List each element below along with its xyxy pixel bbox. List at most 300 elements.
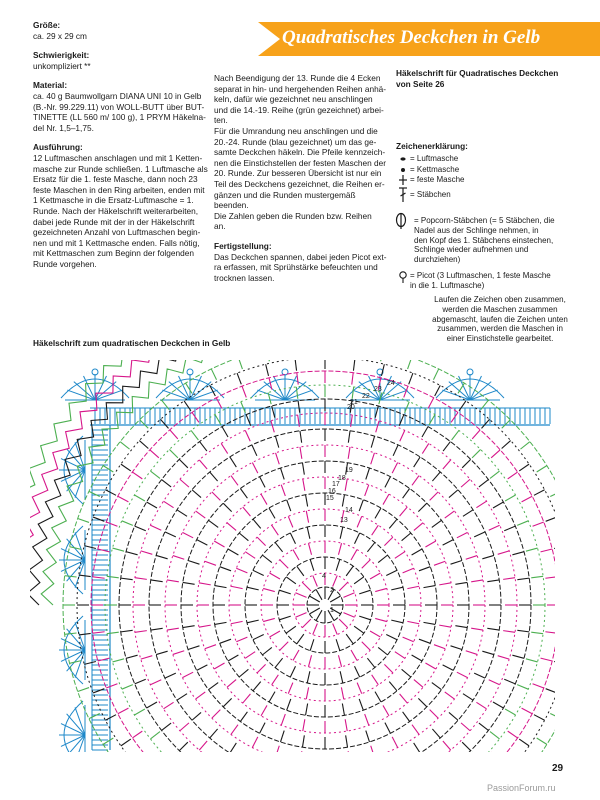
stitch-mark: [296, 345, 297, 357]
stitch-mark: [177, 510, 187, 516]
stitch-mark: [221, 756, 227, 766]
stitch-mark: [170, 771, 178, 780]
stitch-mark: [151, 580, 163, 582]
stitch-mark: [222, 427, 228, 437]
stitch-mark: [472, 430, 480, 439]
stitch-mark: [541, 549, 553, 552]
round-label: 24: [387, 380, 395, 387]
execution-line: Ersatz für die 1. feste Masche, dann noch 23: [33, 174, 198, 185]
stitch-mark: [554, 546, 566, 549]
popcorn-line: Schlinge wieder aufnehmen und: [414, 245, 529, 255]
stitch-mark: [517, 578, 529, 580]
body-line: Nach Beendigung der 13. Runde die 4 Ecken: [214, 73, 381, 83]
stitch-mark: [275, 542, 282, 551]
stitch-mark: [210, 472, 218, 481]
execution-line: gezeichneten Anzahl von Luftmaschen begin-: [33, 227, 201, 238]
stitch-mark: [135, 631, 147, 633]
stitch-mark: [236, 568, 247, 573]
stitch-mark: [430, 492, 438, 500]
stitch-mark: [309, 608, 319, 614]
stitch-mark: [287, 699, 291, 710]
stitch-mark: [297, 373, 298, 385]
execution-line: 12 Luftmaschen anschlagen und mit 1 Ketten-: [33, 152, 203, 163]
body-line: separat in hin- und hergehenden Reihen anhä-: [214, 83, 387, 94]
stitch-mark: [395, 652, 405, 659]
stitch-mark: [384, 664, 392, 672]
stitch-mark: [134, 495, 144, 501]
stitch-mark: [366, 731, 370, 742]
stitch-mark: [533, 522, 544, 526]
stitch-mark: [339, 582, 347, 590]
stitch-mark: [78, 518, 89, 522]
material-heading: Material:: [33, 80, 68, 91]
stitch-mark: [253, 682, 261, 691]
stitch-mark: [300, 751, 302, 763]
stitch-mark: [429, 785, 435, 795]
stitch-mark: [351, 550, 357, 560]
watermark: PassionForum.ru: [487, 783, 556, 793]
stitch-mark: [449, 490, 458, 498]
stitch-mark: [340, 671, 343, 683]
stitch-mark: [561, 688, 572, 692]
stitch-mark: [526, 659, 538, 662]
stitch-mark: [243, 694, 251, 703]
stitch-mark: [375, 588, 387, 591]
execution-line: Runde vorgehen.: [33, 258, 97, 269]
stitch-mark: [455, 582, 467, 584]
stitch-mark: [306, 511, 308, 523]
stitch-mark: [463, 510, 473, 516]
execution-line: masche zur Runde schließen. 1 Luftmasche als: [33, 163, 208, 174]
execution-line: 1 Kettmasche in die Ersatz-Luftmasche = 1.: [33, 195, 194, 206]
stitch-mark: [339, 619, 347, 627]
stitch-mark: [279, 590, 290, 594]
stitch-mark: [375, 792, 378, 800]
stitch-mark: [197, 540, 208, 545]
stitch-mark: [466, 651, 477, 655]
stitch-mark: [366, 468, 370, 479]
stitch-mark: [180, 723, 189, 731]
stitch-mark: [403, 568, 414, 573]
stitch-mark: [407, 621, 419, 623]
stitch-mark: [227, 523, 236, 531]
stitch-mark: [105, 490, 116, 496]
stitch-mark: [139, 441, 148, 449]
execution-line: dabei jede Runde mit der in der Häkelschrift: [33, 216, 195, 227]
stitch-mark: [385, 477, 390, 488]
stitch-mark: [302, 463, 304, 475]
stitch-mark: [140, 782, 148, 790]
picot-line: in die 1. Luftmasche): [410, 280, 485, 290]
stitch-mark: [351, 783, 353, 795]
stitch-mark: [569, 547, 581, 550]
stitch-mark: [261, 494, 267, 504]
stitch-mark: [295, 593, 306, 598]
round-label: 15: [326, 495, 334, 502]
legend-slip: = Kettmasche: [410, 165, 460, 174]
stitch-mark: [245, 769, 250, 780]
stitch-mark: [399, 784, 404, 795]
stitch-mark: [167, 628, 179, 630]
stitch-mark: [422, 427, 428, 437]
stitch-mark: [135, 679, 146, 684]
stitch-mark: [505, 709, 515, 715]
reference-line: Häkelschrift für Quadratisches Deckchen: [396, 68, 559, 78]
stitch-mark: [257, 664, 265, 672]
stitch-mark: [439, 625, 451, 627]
stitch-mark: [126, 552, 138, 555]
stitch-mark: [300, 767, 302, 779]
stitch-mark: [150, 450, 159, 458]
stitch-mark: [161, 782, 169, 791]
stitch-mark: [200, 759, 207, 769]
stitch-mark: [375, 692, 381, 702]
stitch-mark: [105, 715, 116, 721]
stitch-mark: [122, 521, 133, 526]
stitch-mark: [253, 635, 264, 640]
stitch-mark: [472, 771, 480, 780]
stitch-mark: [395, 552, 405, 559]
page-title: Quadratisches Deckchen in Gelb: [282, 27, 541, 48]
stitch-mark: [519, 464, 529, 471]
stitch-mark: [461, 479, 470, 487]
stitch-mark: [365, 485, 369, 496]
stitch-mark: [419, 567, 430, 571]
stitch-mark: [253, 519, 261, 528]
stitch-mark: [479, 480, 489, 487]
stitch-mark: [434, 561, 445, 565]
stitch-mark: [517, 521, 528, 526]
stitch-mark: [295, 359, 296, 371]
stitch-mark: [236, 637, 247, 642]
picot-line: = Picot (3 Luftmaschen, 1 feste Masche: [410, 271, 551, 280]
round-label: 21: [350, 399, 358, 406]
stitch-mark: [522, 708, 533, 714]
stitch-mark: [150, 471, 160, 478]
stitch-mark: [371, 746, 375, 757]
stitch-mark: [573, 576, 585, 577]
stitch-mark: [316, 589, 322, 599]
stitch-mark: [362, 560, 370, 568]
stitch-mark: [403, 637, 414, 642]
stitch-mark: [561, 518, 572, 522]
stitch-mark: [215, 622, 227, 624]
stitch-mark: [425, 541, 435, 547]
execution-line: nen und mit 1 Kettmasche enden. Falls nötig,: [33, 237, 200, 248]
stitch-mark: [199, 741, 207, 750]
stitch-mark: [333, 623, 338, 634]
stitch-mark: [354, 577, 364, 584]
stitch-mark: [359, 699, 363, 710]
stitch-mark: [489, 525, 500, 530]
stitch-mark: [365, 714, 369, 725]
stitch-mark: [451, 788, 458, 798]
stitch-mark: [376, 421, 379, 433]
stitch-mark: [182, 672, 193, 677]
note-line: Laufen die Zeichen oben zusammen,: [434, 295, 566, 304]
stitch-mark: [487, 628, 499, 630]
body-line: 20.-24. Runde (blau gezeichnet) um das ge-: [214, 136, 377, 147]
stitch-mark: [263, 618, 275, 621]
stitch-mark: [93, 577, 105, 578]
stitch-mark: [482, 555, 494, 558]
stitch-mark: [231, 586, 243, 588]
stitch-mark: [65, 633, 77, 634]
stitch-mark: [452, 430, 459, 440]
stitch-mark: [310, 559, 314, 570]
stitch-mark: [341, 687, 343, 699]
stitch-mark: [423, 622, 435, 624]
stitch-mark: [348, 431, 350, 443]
stitch-mark: [400, 694, 408, 703]
stitch-mark: [443, 460, 451, 469]
page-number: 29: [552, 763, 564, 774]
stitch-mark: [150, 525, 161, 530]
finish-line: Das Deckchen spannen, dabei jeden Picot ext-: [214, 251, 387, 262]
stitch-mark: [223, 503, 231, 511]
stitch-mark: [461, 723, 470, 731]
stitch-mark: [162, 480, 172, 487]
stitch-mark: [367, 658, 374, 667]
stitch-mark: [343, 613, 354, 618]
stitch-mark: [281, 468, 285, 479]
stitch-mark: [434, 645, 445, 649]
stitch-mark: [409, 373, 413, 384]
stitch-mark: [135, 526, 146, 531]
stitch-mark: [487, 580, 499, 582]
stitch-mark: [163, 501, 173, 507]
stitch-mark: [216, 398, 222, 409]
stitch-mark: [316, 610, 322, 620]
stitch-mark: [103, 466, 113, 472]
stitch-mark: [352, 387, 354, 399]
stitch-mark: [383, 494, 389, 504]
stitch-mark: [425, 663, 435, 669]
body-line: 20. Runde. Zur besseren Übersicht ist nur ein: [214, 168, 382, 179]
stitch-mark: [199, 625, 211, 627]
stitch-mark: [279, 616, 290, 620]
stitch-mark: [462, 742, 470, 750]
stitch-mark: [151, 628, 163, 630]
stitch-mark: [573, 633, 585, 634]
stitch-mark: [167, 580, 179, 582]
stitch-mark: [196, 692, 206, 699]
stitch-mark: [346, 566, 353, 576]
stitch-mark: [376, 778, 379, 790]
stitch-mark: [231, 621, 243, 623]
body-line: Die Zahlen geben die Runden bzw. Reihen: [214, 210, 372, 221]
stitch-mark: [231, 725, 238, 735]
corner-row: [13, 293, 325, 605]
stitch-mark: [386, 570, 397, 575]
stitch-mark: [502, 441, 511, 449]
stitch-mark: [280, 642, 288, 650]
stitch-mark: [385, 723, 390, 734]
stitch-mark: [522, 496, 533, 502]
stitch-mark: [230, 457, 236, 467]
stitch-mark: [534, 490, 545, 496]
stitch-mark: [451, 646, 462, 650]
size-heading: Größe:: [33, 20, 61, 30]
stitch-mark: [505, 495, 515, 501]
stitch-mark: [112, 548, 124, 551]
stitch-mark: [308, 655, 311, 667]
stitch-mark: [554, 661, 566, 664]
stitch-mark: [261, 705, 267, 715]
stitch-mark: [240, 712, 247, 722]
stitch-mark: [121, 630, 133, 632]
stitch-mark: [389, 519, 397, 528]
stitch-mark: [445, 511, 455, 518]
stitch-mark: [220, 567, 231, 571]
stitch-mark: [241, 402, 246, 413]
stitch-mark: [230, 743, 236, 753]
stitch-mark: [520, 442, 529, 449]
stitch-mark: [118, 708, 129, 714]
stitch-mark: [228, 549, 238, 555]
stitch-mark: [418, 503, 426, 511]
stitch-mark: [121, 464, 131, 471]
stitch-mark: [231, 476, 238, 486]
stitch-mark: [262, 647, 271, 654]
stitch-mark: [169, 752, 177, 760]
stitch-mark: [443, 665, 454, 670]
stitch-mark: [403, 489, 410, 499]
stitch-mark: [165, 673, 176, 678]
stitch-mark: [211, 369, 216, 380]
stitch-mark: [106, 522, 117, 526]
stitch-mark: [443, 540, 454, 545]
corner-row: [0, 279, 325, 605]
stitch-mark: [392, 737, 397, 748]
stitch-mark: [205, 561, 216, 565]
stitch-mark: [177, 694, 187, 700]
stitch-mark: [493, 702, 503, 708]
stitch-mark: [212, 492, 220, 500]
material-line: del Nr. 1,5–1,75.: [33, 122, 94, 133]
stitch-mark: [281, 714, 285, 725]
stitch-mark: [391, 587, 403, 590]
finish-line: trocknen lassen.: [214, 272, 275, 283]
stitch-mark: [550, 713, 561, 718]
stitch-mark: [275, 436, 278, 448]
stitch-mark: [120, 761, 129, 768]
stitch-mark: [569, 661, 581, 664]
stitch-mark: [393, 445, 398, 456]
stitch-mark: [432, 683, 442, 690]
stitch-mark: [414, 680, 423, 688]
stitch-mark: [498, 551, 510, 554]
stitch-mark: [107, 576, 119, 578]
stitch-mark: [287, 500, 291, 511]
round-label: 1: [330, 607, 334, 614]
stitch-mark: [313, 575, 318, 586]
stitch-mark: [245, 652, 255, 659]
difficulty-value: unkompliziert **: [33, 60, 91, 71]
stitch-mark: [372, 525, 379, 535]
stitch-mark: [93, 632, 105, 633]
stitch-mark: [336, 639, 340, 650]
stitch-mark: [200, 442, 207, 452]
stitch-mark: [275, 658, 282, 667]
stitch-mark: [498, 656, 510, 659]
stitch-mark: [121, 578, 133, 580]
stitch-mark: [443, 741, 451, 750]
stitch-mark: [242, 386, 246, 397]
stitch-mark: [330, 596, 340, 602]
stitch-mark: [169, 449, 177, 457]
stitch-mark: [306, 687, 308, 699]
stitch-mark: [122, 685, 133, 690]
legend-heading: Zeichenerklärung:: [396, 141, 468, 151]
stitch-mark: [302, 735, 304, 747]
stitch-mark: [519, 739, 529, 746]
stitch-mark: [215, 586, 227, 588]
stitch-mark: [89, 491, 100, 496]
round-label: 4: [322, 573, 326, 580]
stitch-mark: [150, 732, 160, 739]
stitch-mark: [457, 532, 468, 537]
stitch-mark: [503, 578, 515, 580]
stitch-mark: [476, 702, 486, 708]
stitch-mark: [306, 495, 308, 507]
stitch-mark: [375, 508, 381, 518]
stitch-mark: [228, 655, 238, 661]
stitch-mark: [215, 785, 221, 795]
stitch-mark: [132, 731, 142, 738]
stitch-mark: [489, 680, 500, 685]
stitch-mark: [112, 659, 124, 662]
stitch-mark: [196, 511, 206, 518]
stitch-mark: [466, 556, 477, 560]
stitch-mark: [288, 516, 293, 527]
stitch-mark: [205, 645, 216, 649]
stitch-mark: [432, 472, 440, 481]
round-label: 19: [345, 467, 353, 474]
stitch-mark: [121, 739, 131, 746]
stitch-mark: [214, 663, 224, 669]
stitch-mark: [162, 723, 172, 730]
stitch-mark: [384, 537, 392, 545]
reference-line: von Seite 26: [396, 78, 445, 89]
stitch-mark: [209, 520, 219, 527]
stitch-mark: [245, 430, 250, 441]
stitch-mark: [550, 491, 561, 496]
stitch-mark: [430, 710, 438, 718]
stitch-mark: [156, 651, 168, 654]
body-line: nen die Einstichstellen der festen Maschen der: [214, 157, 387, 168]
stitch-mark: [333, 575, 338, 586]
stitch-mark: [471, 580, 483, 582]
stitch-mark: [84, 546, 96, 549]
stitch-mark: [126, 655, 138, 658]
stitch-mark: [502, 420, 510, 428]
round-label: 20: [347, 404, 355, 411]
stitch-mark: [179, 742, 187, 750]
stitch-mark: [452, 770, 459, 780]
stitch-mark: [245, 552, 255, 559]
stitch-mark: [286, 577, 296, 584]
stitch-mark: [355, 666, 360, 677]
stitch-mark: [520, 761, 529, 768]
stitch-mark: [214, 541, 224, 547]
stitch-mark: [490, 732, 500, 739]
stitch-mark: [340, 527, 343, 539]
stitch-mark: [302, 582, 310, 590]
stitch-mark: [300, 431, 302, 443]
stitch-mark: [290, 666, 295, 677]
stitch-mark: [414, 743, 420, 753]
